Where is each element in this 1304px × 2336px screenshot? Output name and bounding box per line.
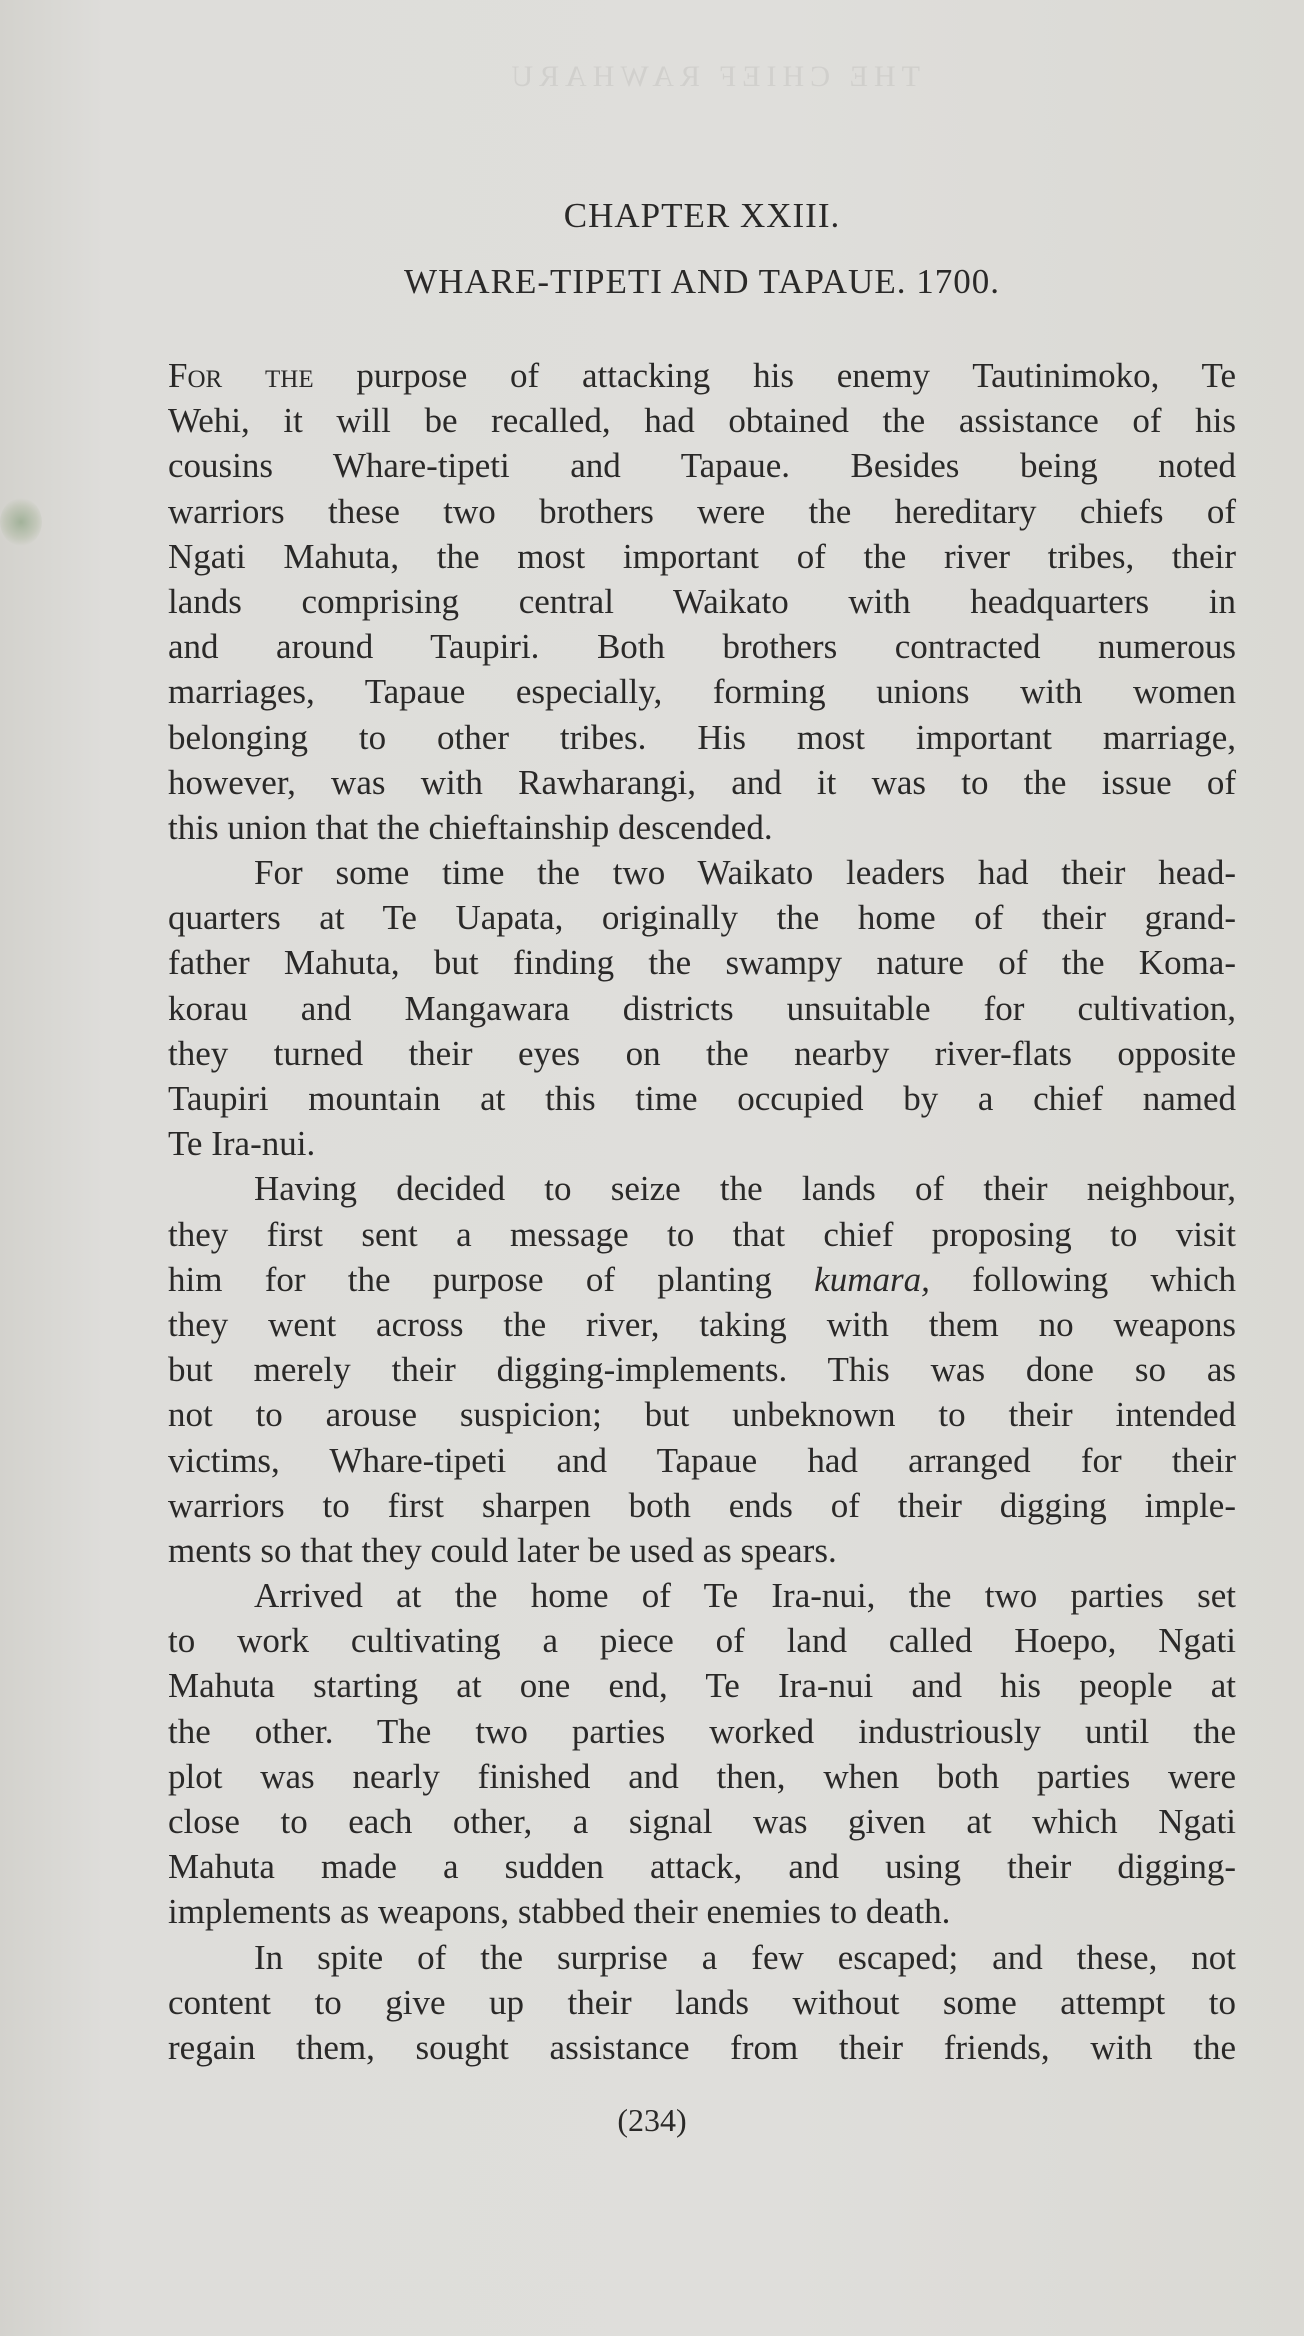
text-line: belonging to other tribes. His most important marriage, — [168, 717, 1236, 757]
text-line: plot was nearly finished and then, when both parties were — [168, 1756, 1236, 1796]
italic-word: kumara, — [814, 1259, 930, 1299]
text-line: Taupiri mountain at this time occupied by a chief named — [168, 1079, 1236, 1118]
text-line: the other. The two parties worked industriously until the — [168, 1711, 1236, 1751]
text-line: warriors these two brothers were the hereditary chiefs of — [168, 491, 1236, 531]
text-line: lands comprising central Waikato with headquarters in — [168, 581, 1236, 621]
text-line: they went across the river, taking with them no weapons — [168, 1304, 1236, 1344]
page-number: (234) — [617, 2102, 687, 2138]
text-line: to work cultivating a piece of land called Hoepo, Ngati — [168, 1621, 1236, 1661]
body-text — [168, 353, 1236, 2070]
text-line: ments so that they could later be used as spears. — [168, 1530, 837, 1570]
bleed-through-text: THE CHIEF RAWHARU — [505, 60, 920, 93]
text-line: not to arouse suspicion; but unbeknown to their intended — [168, 1395, 1236, 1435]
text-line: victims, Whare-tipeti and Tapaue had arranged for their — [168, 1440, 1236, 1480]
text-line: father Mahuta, but finding the swampy nature of the Koma- — [168, 943, 1236, 983]
text-line: regain them, sought assistance from their friends, with the — [168, 2027, 1236, 2067]
text-line: quarters at Te Uapata, originally the home of their grand- — [168, 898, 1236, 938]
text-line: they first sent a message to that chief proposing to visit — [168, 1214, 1236, 1254]
text-line: In spite of the surprise a few escaped; and these, not — [254, 1937, 1236, 1977]
chapter-heading: CHAPTER XXIII. — [563, 196, 841, 235]
text-line: For some time the two Waikato leaders had their head- — [254, 853, 1236, 893]
text-line: cousins Whare-tipeti and Tapaue. Besides being noted — [168, 446, 1236, 486]
text-line: Mahuta starting at one end, Te Ira-nui and his people at — [168, 1666, 1236, 1706]
text-line: close to each other, a signal was given at which Ngati — [168, 1802, 1236, 1841]
text-line: this union that the chieftainship descended. — [168, 807, 773, 847]
text-line: For the purpose of attacking his enemy Tautinimoko, Te — [168, 356, 1236, 395]
text-line: Te Ira-nui. — [168, 1124, 316, 1164]
text-line: Mahuta made a sudden attack, and using their digging- — [168, 1847, 1236, 1887]
text-line: implements as weapons, stabbed their enemies to death. — [168, 1892, 951, 1932]
text-line: Wehi, it will be recalled, had obtained the assistance of his — [168, 401, 1236, 441]
chapter-subtitle: WHARE-TIPETI AND TAPAUE. 1700. — [404, 262, 1000, 301]
text-line: him for the purpose of planting kumara, following which — [168, 1259, 1236, 1299]
text-line: warriors to first sharpen both ends of their digging imple- — [168, 1485, 1236, 1525]
text-line: korau and Mangawara districts unsuitable for cultivation, — [168, 988, 1236, 1028]
text-line: content to give up their lands without some attempt to — [168, 1982, 1236, 2022]
text-line: but merely their digging-implements. This was done so as — [168, 1350, 1236, 1390]
text-line: marriages, Tapaue especially, forming unions with women — [168, 672, 1236, 712]
text-line: Arrived at the home of Te Ira-nui, the two parties set — [254, 1576, 1236, 1616]
text-line: and around Taupiri. Both brothers contracted numerous — [168, 627, 1236, 667]
text-line: they turned their eyes on the nearby river-flats opposite — [168, 1033, 1236, 1073]
paper-stain — [0, 498, 42, 546]
text-line: Ngati Mahuta, the most important of the river tribes, their — [168, 536, 1236, 576]
opening-smallcaps: For the — [168, 356, 314, 395]
text-line: Having decided to seize the lands of their neighbour, — [254, 1169, 1236, 1209]
text-line: however, was with Rawharangi, and it was to the issue of — [168, 762, 1236, 802]
